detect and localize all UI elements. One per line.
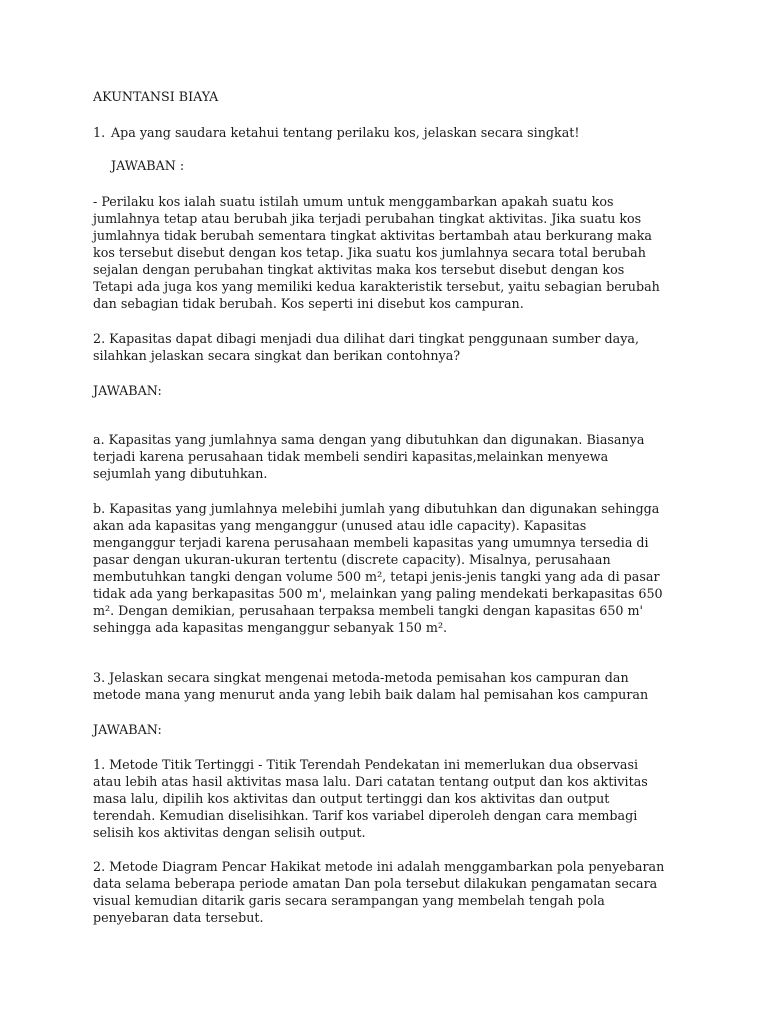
paragraph-line: penyebaran data tersebut. (93, 910, 264, 925)
paragraph-line: 2. Kapasitas dapat dibagi menjadi dua dilihat dari tingkat penggunaan sumber daya, (93, 331, 639, 346)
paragraph-line: visual kemudian ditarik garis secara serampangan yang membelah tengah pola (93, 893, 605, 908)
paragraph-line: silahkan jelaskan secara singkat dan berikan contohnya? (93, 348, 461, 363)
paragraph-line: menganggur terjadi karena perusahaan membeli kapasitas yang umumnya tersedia di (93, 535, 649, 550)
paragraph-line: Tetapi ada juga kos yang memiliki kedua karakteristik tersebut, yaitu sebagian berubah (93, 279, 660, 294)
paragraph-line: a. Kapasitas yang jumlahnya sama dengan yang dibutuhkan dan digunakan. Biasanya (93, 432, 645, 447)
paragraph-line: jumlahnya tetap atau berubah jika terjadi perubahan tingkat aktivitas. Jika suatu kos (93, 211, 642, 226)
paragraph-line: selisih kos aktivitas dengan selisih output. (93, 825, 366, 840)
paragraph-line: sehingga ada kapasitas menganggur sebanyak 150 m². (93, 620, 448, 635)
paragraph-line: dan sebagian tidak berubah. Kos seperti ini disebut kos campuran. (93, 296, 524, 311)
paragraph-line: sejumlah yang dibutuhkan. (93, 466, 268, 481)
paragraph-line: pasar dengan ukuran-ukuran tertentu (discrete capacity). Misalnya, perusahaan (93, 552, 611, 567)
paragraph-line: sejalan dengan perubahan tingkat aktivitas maka kos tersebut disebut dengan kos (93, 262, 625, 277)
paragraph-line: atau lebih atas hasil aktivitas masa lalu. Dari catatan tentang output dan kos aktivitas (93, 774, 648, 789)
paragraph-line: 1. Metode Titik Tertinggi - Titik Terendah Pendekatan ini memerlukan dua observasi (93, 757, 639, 772)
question-1-number: 1. (93, 125, 106, 140)
paragraph-line: b. Kapasitas yang jumlahnya melebihi jumlah yang dibutuhkan dan digunakan sehingga (93, 501, 660, 516)
paragraph-line: terjadi karena perusahaan tidak membeli sendiri kapasitas,melainkan menyewa (93, 449, 609, 464)
paragraph-line: masa lalu, dipilih kos aktivitas dan output tertinggi dan kos aktivitas dan output (93, 791, 610, 806)
paragraph-line: - Perilaku kos ialah suatu istilah umum untuk menggambarkan apakah suatu kos (93, 194, 614, 209)
paragraph-line: m². Dengan demikian, perusahaan terpaksa membeli tangki dengan kapasitas 650 m' (93, 603, 644, 618)
paragraph-line: tidak ada yang berkapasitas 500 m', melainkan yang paling mendekati berkapasitas 650 (93, 586, 663, 601)
paragraph-line: data selama beberapa periode amatan Dan pola tersebut dilakukan pengamatan secara (93, 876, 658, 891)
paragraph-line: akan ada kapasitas yang menganggur (unused atau idle capacity). Kapasitas (93, 518, 587, 533)
paragraph-line: jumlahnya tidak berubah sementara tingkat aktivitas bertambah atau berkurang maka (93, 228, 652, 243)
question-2-answer-label: JAWABAN: (93, 383, 162, 398)
question-3-answer-label: JAWABAN: (93, 722, 162, 737)
paragraph-line: 3. Jelaskan secara singkat mengenai metoda-metoda pemisahan kos campuran dan (93, 670, 629, 685)
question-1-text: Apa yang saudara ketahui tentang perilaku kos, jelaskan secara singkat! (111, 125, 580, 140)
paragraph-line: 2. Metode Diagram Pencar Hakikat metode ini adalah menggambarkan pola penyebaran (93, 859, 665, 874)
paragraph-line: metode mana yang menurut anda yang lebih baik dalam hal pemisahan kos campuran (93, 687, 649, 702)
document-title: AKUNTANSI BIAYA (93, 89, 219, 104)
paragraph-line: kos tersebut disebut dengan kos tetap. Jika suatu kos jumlahnya secara total berubah (93, 245, 646, 260)
paragraph-line: terendah. Kemudian diselisihkan. Tarif kos variabel diperoleh dengan cara membagi (93, 808, 638, 823)
paragraph-line: membutuhkan tangki dengan volume 500 m², tetapi jenis-jenis tangki yang ada di pasar (93, 569, 660, 584)
question-1-answer-label: JAWABAN : (111, 158, 185, 173)
